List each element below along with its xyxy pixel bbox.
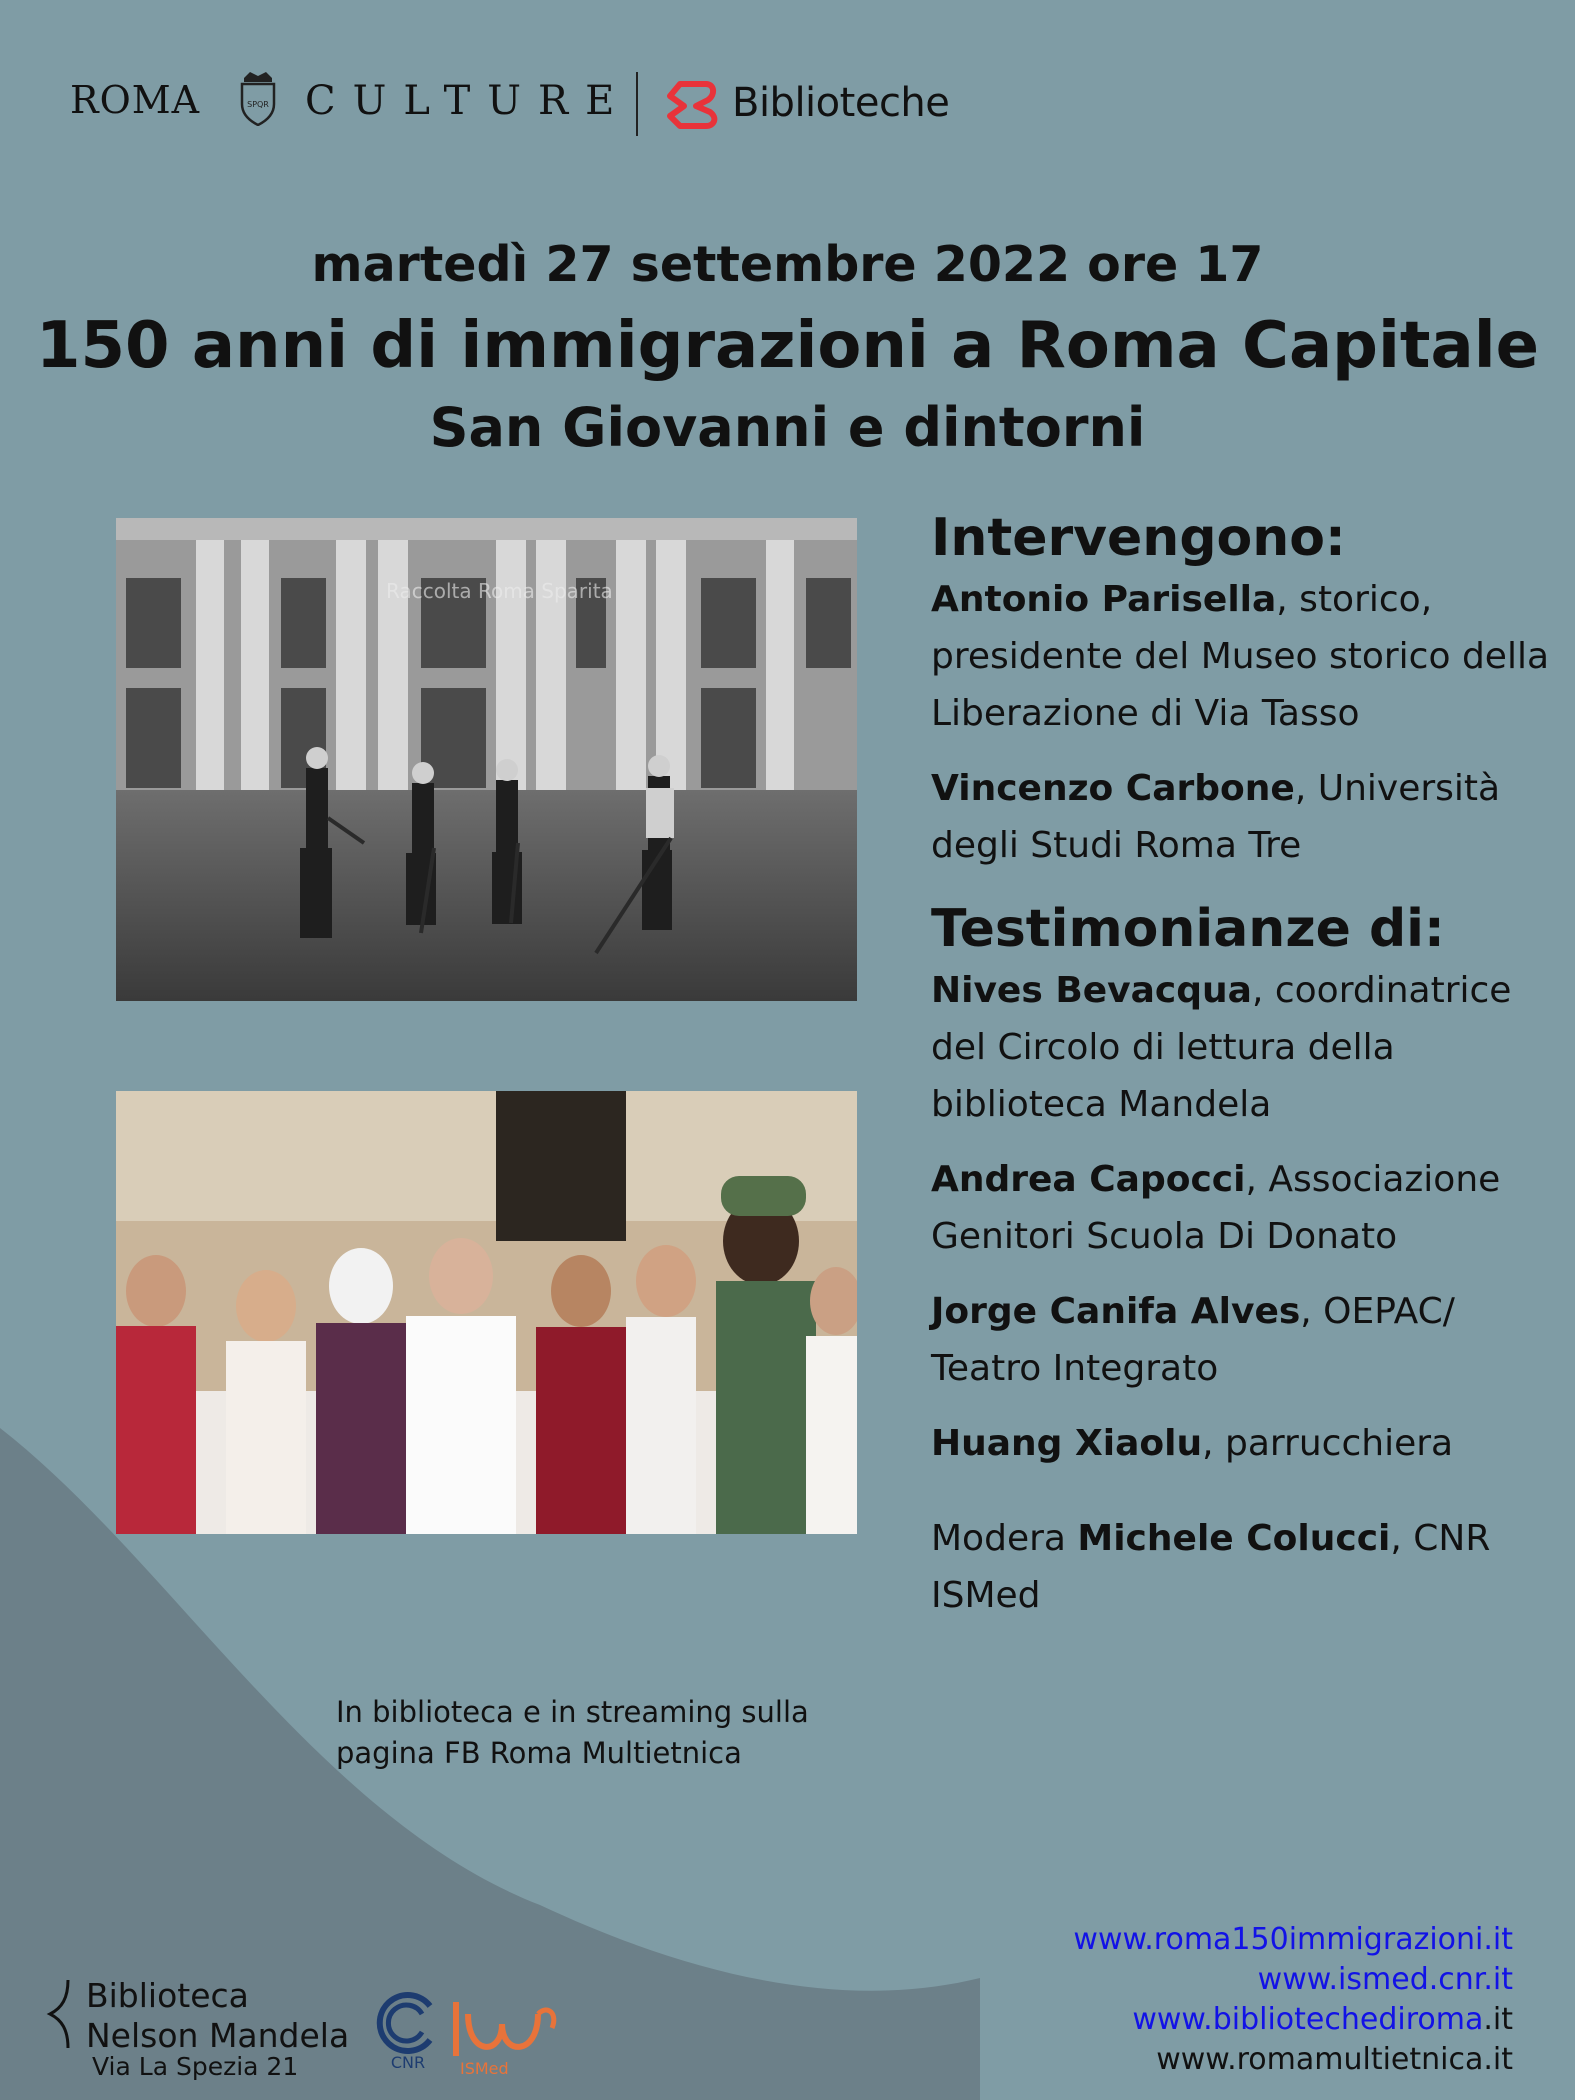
roma-logo-text: ROMA [70, 78, 201, 122]
streaming-note: In biblioteca e in streaming sulla pagina FB Roma Multietnica [336, 1695, 809, 1770]
moderator-role: , CNR ISMed [931, 1518, 1491, 1616]
library-name-line1: Biblioteca [86, 1976, 249, 2015]
photo-icon [116, 1091, 857, 1534]
testimony-item [931, 1415, 1551, 1472]
library-bracket-icon [42, 1978, 76, 2050]
event-subtitle: San Giovanni e dintorni [429, 396, 1146, 459]
link-biblioteche[interactable]: www.bibliotechediroma [1132, 2002, 1484, 2037]
event-title: 150 anni di immigrazioni a Roma Capitale [35, 309, 1540, 383]
speakers-heading: Intervengono: [931, 508, 1346, 568]
testimony-name: Huang Xiaolu [931, 1423, 1203, 1464]
testimony-item [931, 1151, 1551, 1265]
testimony-name: Andrea Capocci [931, 1159, 1246, 1200]
testimony-role: , Associazione Genitori Scuola Di Donato [931, 1159, 1501, 1257]
ismed-logo-icon [452, 1994, 562, 2078]
library-name-line2: Nelson Mandela [86, 2016, 350, 2055]
culture-logo-text: CULTURE [305, 78, 632, 124]
crest-text: SPQR [247, 100, 269, 109]
testimony-item [931, 962, 1551, 1133]
link-biblioteche-tld: .it [1483, 2002, 1513, 2037]
testimony-name: Jorge Canifa Alves [931, 1291, 1301, 1332]
crest-icon [236, 70, 280, 126]
testimony-role: , OEPAC/ Teatro Integrato [931, 1291, 1455, 1389]
testimonies-heading: Testimonianze di: [931, 899, 1445, 959]
speaker-item [931, 571, 1551, 742]
link-biblioteche-row[interactable] [1073, 2000, 1513, 2040]
links-list [1073, 1920, 1513, 2080]
speaker-role: , Università degli Studi Roma Tre [931, 768, 1501, 866]
testimony-role: , parrucchiera [1202, 1423, 1454, 1464]
testimony-role: , coordinatrice del Circolo di lettura della biblioteca Mandela [931, 970, 1512, 1125]
moderator-line [931, 1510, 1551, 1624]
biblioteche-logo-text: Biblioteche [732, 80, 950, 126]
link-romamultietnica[interactable]: www.romamultietnica.it [1156, 2042, 1513, 2077]
brides-photo [116, 1091, 857, 1534]
photo-watermark: Raccolta Roma Sparita [386, 579, 613, 603]
speaker-item [931, 760, 1551, 874]
logo-divider [636, 72, 638, 136]
speakers-section [931, 505, 1551, 1642]
library-address: Via La Spezia 21 [92, 2052, 299, 2081]
ismed-label: ISMed [460, 2059, 509, 2078]
cnr-logo-icon [374, 1990, 450, 2072]
biblioteche-mark-icon [666, 80, 720, 130]
speaker-name: Antonio Parisella [931, 579, 1277, 620]
link-ismed[interactable]: www.ismed.cnr.it [1257, 1962, 1513, 1997]
historic-photo [116, 518, 857, 1001]
speaker-name: Vincenzo Carbone [931, 768, 1295, 809]
testimony-item [931, 1283, 1551, 1397]
testimony-name: Nives Bevacqua [931, 970, 1252, 1011]
cnr-label: CNR [390, 2053, 426, 2072]
speaker-role: , storico, presidente del Museo storico della Liberazione di Via Tasso [931, 579, 1550, 734]
link-roma150[interactable]: www.roma150immigrazioni.it [1073, 1922, 1513, 1957]
library-name [86, 1976, 349, 2056]
event-date: martedì 27 settembre 2022 ore 17 [311, 236, 1264, 293]
photo-icon [116, 518, 857, 1001]
moderator-prefix: Modera [931, 1518, 1078, 1559]
moderator-name: Michele Colucci [1077, 1518, 1391, 1559]
